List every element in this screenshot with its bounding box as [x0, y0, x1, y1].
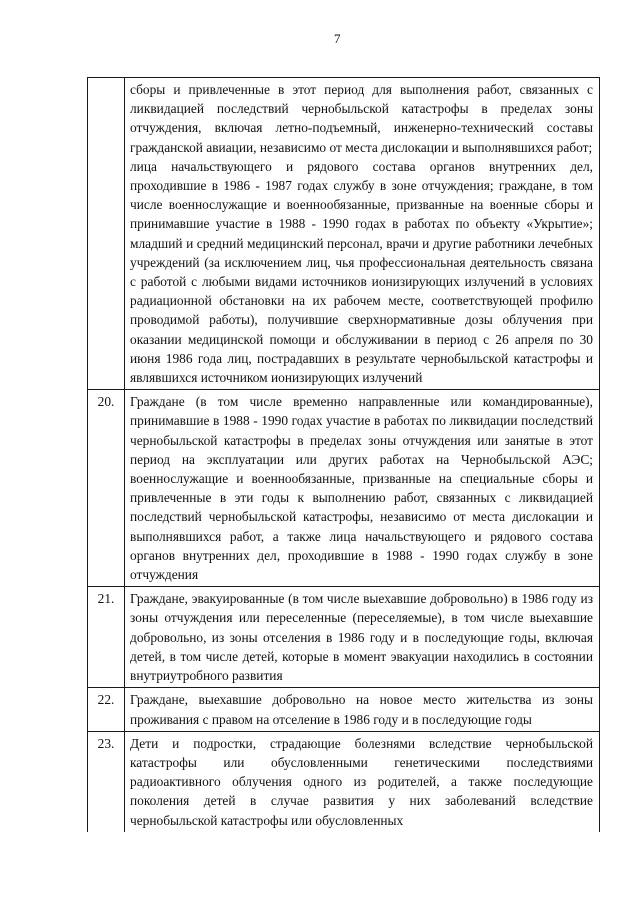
page-number: 7 [334, 31, 341, 46]
row-paragraph: Граждане, эвакуированные (в том числе выехавшие добровольно) в 1986 году из зоны отчуждения или переселенные (переселяемые), в том числе выехавшие добровольно, из зоны отселения в 1986 году и в последующие годы, включая детей, в том числе детей, которые в момент эвакуации находились в состоянии внутриутробного развития [130, 591, 593, 684]
row-number: 23. [88, 731, 125, 832]
table-row [88, 78, 600, 390]
row-paragraph: сборы и привлеченные в этот период для выполнения работ, связанных с ликвидацией последствий чернобыльской катастрофы в пределах зоны отчуждения, включая летно-подъемный, инженерно-технический составы гражданской авиации, независимо от места дислокации и выполнявшихся работ; [130, 82, 593, 155]
row-text [125, 587, 600, 688]
row-number: 22. [88, 688, 125, 731]
row-paragraph: Граждане (в том числе временно направленные или командированные), принимавшие в 1988 - 1990 годах участие в работах по ликвидации последствий чернобыльской катастрофы в пределах зоны отчуждения или занятые в этот период на эксплуатации или других работах на Чернобыльской АЭС; военнослужащие и военнообязанные, призванные на специальные сборы и привлеченные в эти годы к выполнению работ, связанных с ликвидацией последствий чернобыльской катастрофы, независимо от места дислокации и выполнявшихся работ, а также лица начальствующего и рядового состава органов внутренних дел, проходившие в 1988 - 1990 годах службу в зоне отчуждения [130, 394, 593, 583]
row-text [125, 688, 600, 731]
table-row [88, 688, 600, 731]
row-text [125, 390, 600, 587]
row-number: 20. [88, 390, 125, 587]
benefits-table [87, 77, 600, 832]
table-row [88, 731, 600, 832]
table-row [88, 390, 600, 587]
row-paragraph: Граждане, выехавшие добровольно на новое место жительства из зоны проживания с правом на отселение в 1986 году и в последующие годы [130, 692, 593, 727]
table-row [88, 587, 600, 688]
row-number [88, 78, 125, 390]
row-text [125, 731, 600, 832]
row-text [125, 78, 600, 390]
row-number: 21. [88, 587, 125, 688]
row-paragraph: лица начальствующего и рядового состава органов внутренних дел, проходившие в 1986 - 1987 годах службу в зоне отчуждения; граждане, в том числе военнослужащие и военнообязанные, призванные на военные сборы и принимавшие участие в 1988 - 1990 годах в работах по объекту «Укрытие»; младший и средний медицинский персонал, врачи и другие работники лечебных учреждений (за исключением лиц, чья профессиональная деятельность связана с работой с любыми видами источников ионизирующих излучений в условиях радиационной обстановки на их рабочем месте, соответствующей профилю проводимой работы), получившие сверхнормативные дозы облучения при оказании медицинской помощи и обслуживании в период с 26 апреля по 30 июня 1986 года лиц, пострадавших в результате чернобыльской катастрофы и являвшихся источником ионизирующих излучений [130, 158, 593, 386]
row-paragraph: Дети и подростки, страдающие болезнями вследствие чернобыльской катастрофы или обусловленными генетическими последствиями радиоактивного облучения одного из родителей, а также последующие поколения детей в случае развития у них заболеваний вследствие чернобыльской катастрофы или обусловленных [130, 735, 593, 828]
